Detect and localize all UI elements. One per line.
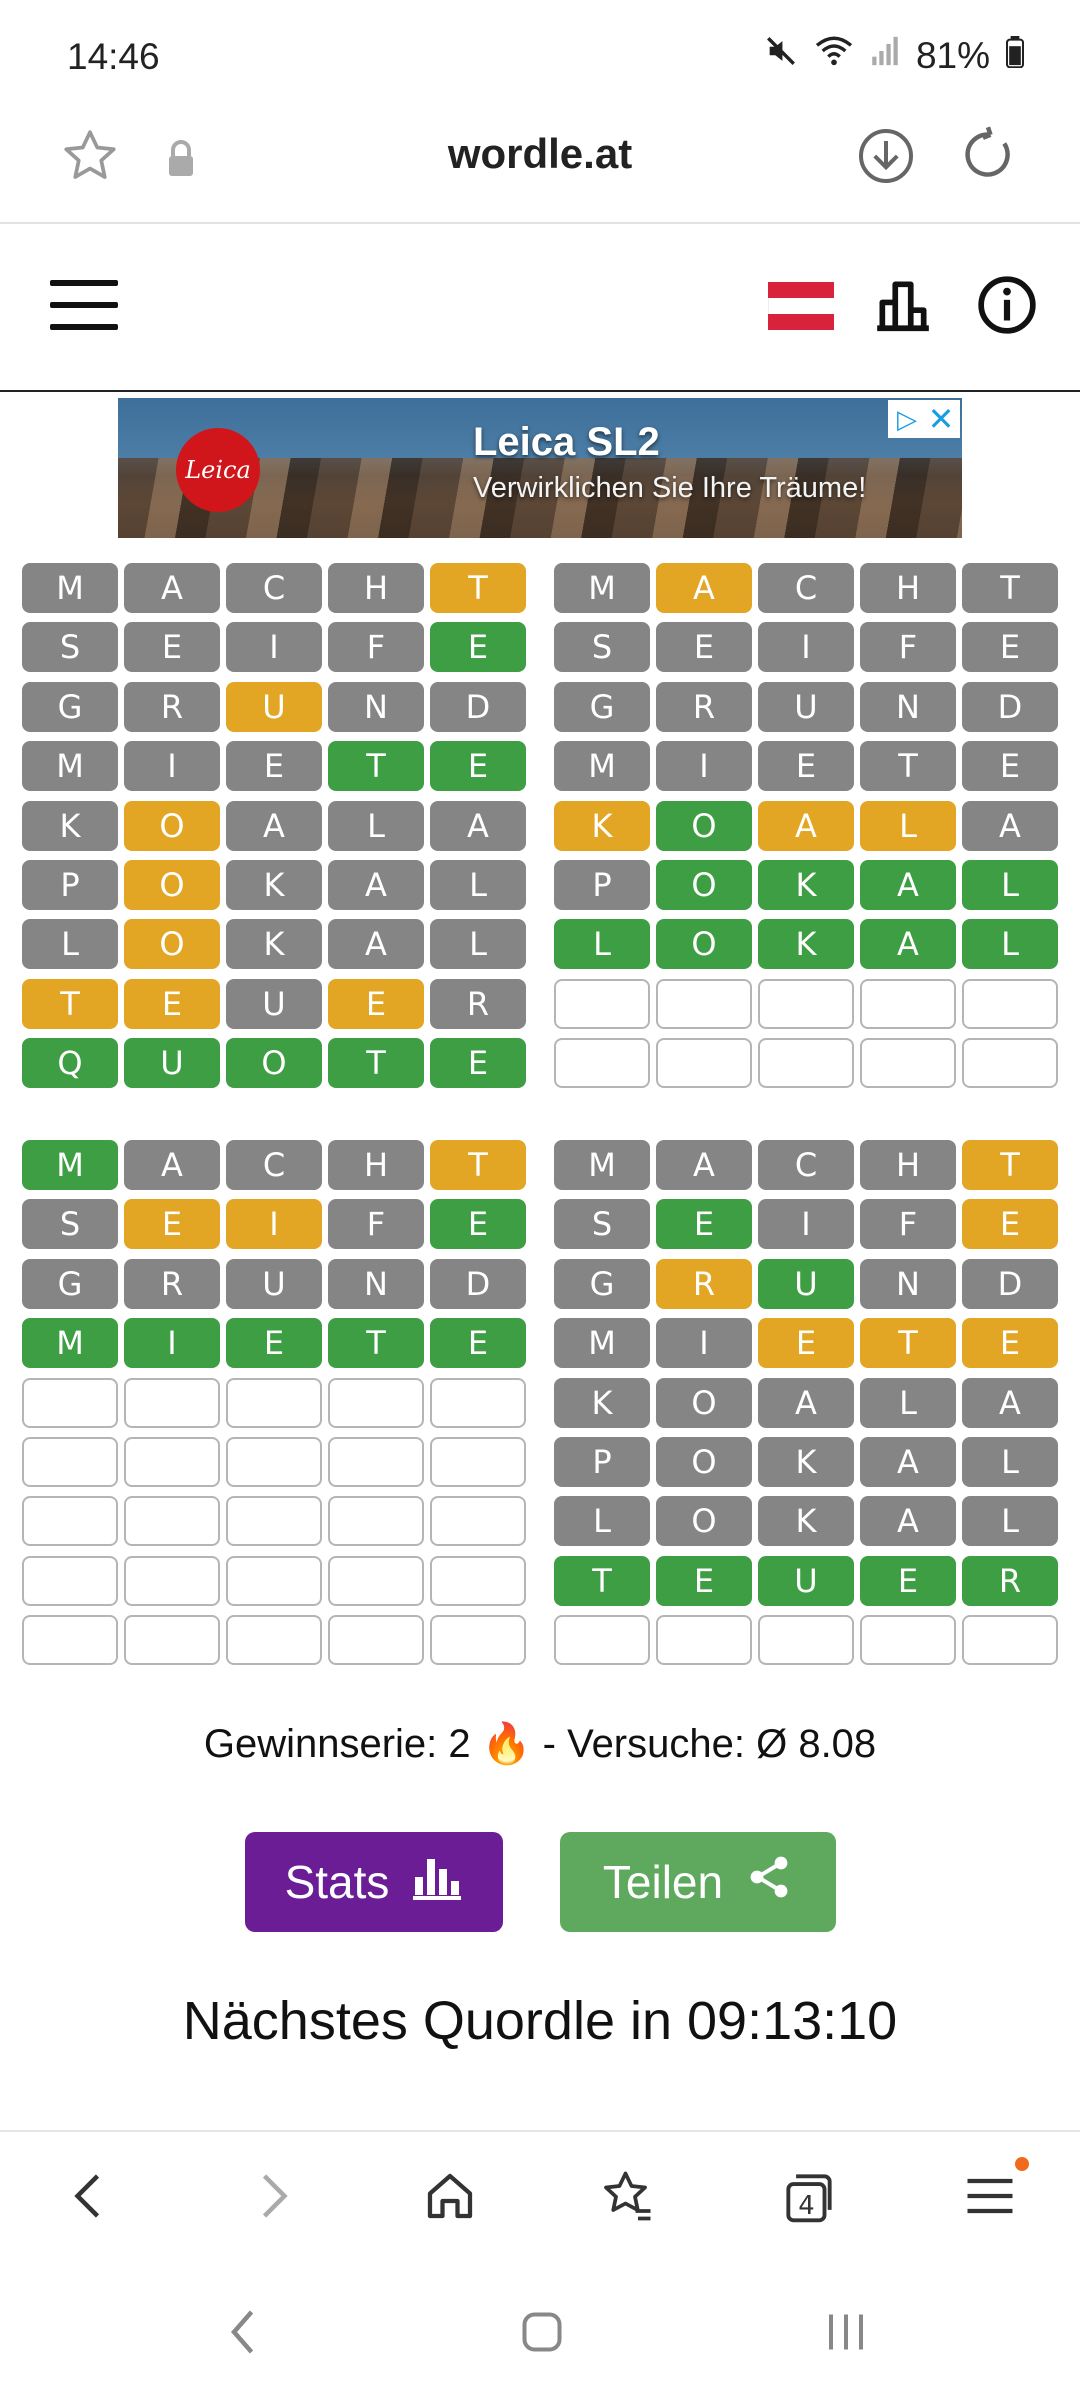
letter-tile: N xyxy=(328,682,424,732)
letter-tile: M xyxy=(554,1140,650,1190)
letter-tile: E xyxy=(430,1318,526,1368)
quordle-board-3 xyxy=(22,1140,530,1675)
share-button[interactable] xyxy=(560,1832,836,1932)
letter-tile xyxy=(860,979,956,1029)
guess-row xyxy=(22,563,530,613)
letter-tile: E xyxy=(226,1318,322,1368)
letter-tile: O xyxy=(656,860,752,910)
letter-tile xyxy=(554,979,650,1029)
letter-tile: N xyxy=(328,1259,424,1309)
letter-tile: O xyxy=(656,1496,752,1546)
letter-tile: L xyxy=(962,860,1058,910)
guess-row xyxy=(22,801,530,851)
letter-tile: R xyxy=(124,682,220,732)
letter-tile: C xyxy=(758,1140,854,1190)
system-nav-bar xyxy=(0,2266,1080,2400)
letter-tile: T xyxy=(430,563,526,613)
stats-button-label: Stats xyxy=(284,1856,390,1908)
svg-text:4: 4 xyxy=(798,2190,815,2221)
guess-row xyxy=(554,979,1062,1029)
guess-row xyxy=(22,682,530,732)
letter-tile: C xyxy=(226,563,322,613)
quordle-board-2 xyxy=(554,563,1062,1098)
letter-tile: A xyxy=(758,1378,854,1428)
ad-close-icon[interactable]: ✕ xyxy=(922,400,960,438)
letter-tile: T xyxy=(554,1556,650,1606)
letter-tile: A xyxy=(124,1140,220,1190)
letter-tile xyxy=(962,979,1058,1029)
letter-tile: I xyxy=(656,1318,752,1368)
letter-tile: K xyxy=(226,919,322,969)
letter-tile: T xyxy=(430,1140,526,1190)
letter-tile: O xyxy=(656,919,752,969)
letter-tile: H xyxy=(328,563,424,613)
letter-tile: T xyxy=(328,1038,424,1088)
letter-tile xyxy=(430,1437,526,1487)
letter-tile: D xyxy=(962,1259,1058,1309)
letter-tile: A xyxy=(656,563,752,613)
guess-row xyxy=(554,1378,1062,1428)
letter-tile: S xyxy=(22,622,118,672)
guess-row xyxy=(554,1038,1062,1088)
letter-tile: R xyxy=(656,1259,752,1309)
letter-tile: T xyxy=(22,979,118,1029)
letter-tile xyxy=(124,1437,220,1487)
letter-tile xyxy=(860,1038,956,1088)
letter-tile: F xyxy=(328,622,424,672)
letter-tile: E xyxy=(962,741,1058,791)
letter-tile xyxy=(430,1615,526,1665)
letter-tile xyxy=(758,979,854,1029)
battery-level: 81% xyxy=(915,34,990,76)
letter-tile: M xyxy=(22,741,118,791)
letter-tile: U xyxy=(758,1556,854,1606)
letter-tile xyxy=(22,1496,118,1546)
letter-tile: O xyxy=(656,801,752,851)
browser-bottom-nav xyxy=(0,2130,1080,2268)
letter-tile: E xyxy=(430,1199,526,1249)
letter-tile: C xyxy=(226,1140,322,1190)
letter-tile: P xyxy=(554,1437,650,1487)
letter-tile xyxy=(554,1615,650,1665)
letter-tile: E xyxy=(124,622,220,672)
guess-row xyxy=(22,1318,530,1368)
letter-tile: A xyxy=(656,1140,752,1190)
status-icons xyxy=(764,34,1024,77)
letter-tile: C xyxy=(758,563,854,613)
guess-row xyxy=(22,919,530,969)
letter-tile: H xyxy=(860,1140,956,1190)
letter-tile: I xyxy=(124,1318,220,1368)
streak-summary: Gewinnserie: 2 🔥 - Versuche: Ø 8.08 xyxy=(203,1722,877,1766)
status-time: 14:46 xyxy=(67,36,160,77)
letter-tile xyxy=(430,1496,526,1546)
letter-tile: A xyxy=(328,919,424,969)
guess-row xyxy=(554,1556,1062,1606)
letter-tile xyxy=(430,1378,526,1428)
guess-row xyxy=(22,1038,530,1088)
letter-tile: I xyxy=(124,741,220,791)
letter-tile xyxy=(656,979,752,1029)
quordle-board-1 xyxy=(22,563,530,1098)
letter-tile: E xyxy=(962,1318,1058,1368)
letter-tile xyxy=(656,1038,752,1088)
letter-tile: A xyxy=(758,801,854,851)
letter-tile: K xyxy=(554,801,650,851)
signal-icon xyxy=(870,34,900,77)
letter-tile: U xyxy=(226,682,322,732)
share-button-label: Teilen xyxy=(602,1856,724,1908)
letter-tile: K xyxy=(758,860,854,910)
letter-tile: G xyxy=(554,682,650,732)
letter-tile: M xyxy=(554,563,650,613)
guess-row xyxy=(22,1140,530,1190)
letter-tile: E xyxy=(758,741,854,791)
letter-tile: L xyxy=(430,919,526,969)
letter-tile: A xyxy=(860,1437,956,1487)
guess-row xyxy=(22,1259,530,1309)
tabs-icon[interactable] xyxy=(778,2166,840,2233)
letter-tile: F xyxy=(328,1199,424,1249)
letter-tile: K xyxy=(758,1437,854,1487)
bar-chart-icon xyxy=(411,1853,463,1912)
guess-row xyxy=(22,979,530,1029)
letter-tile: E xyxy=(860,1556,956,1606)
guess-row xyxy=(22,1199,530,1249)
letter-tile: L xyxy=(328,801,424,851)
leica-logo: Leica xyxy=(176,428,260,512)
letter-tile: K xyxy=(758,1496,854,1546)
letter-tile: E xyxy=(962,1199,1058,1249)
letter-tile: A xyxy=(860,860,956,910)
letter-tile: E xyxy=(758,1318,854,1368)
letter-tile: O xyxy=(226,1038,322,1088)
letter-tile xyxy=(22,1556,118,1606)
letter-tile xyxy=(226,1556,322,1606)
letter-tile: T xyxy=(328,1318,424,1368)
letter-tile: E xyxy=(430,741,526,791)
letter-tile: R xyxy=(656,682,752,732)
letter-tile: H xyxy=(860,563,956,613)
letter-tile: L xyxy=(962,1496,1058,1546)
letter-tile xyxy=(962,1038,1058,1088)
system-back-icon[interactable] xyxy=(220,2302,268,2367)
letter-tile: G xyxy=(22,682,118,732)
letter-tile: O xyxy=(124,801,220,851)
letter-tile: N xyxy=(860,682,956,732)
forward-icon[interactable] xyxy=(242,2166,302,2231)
url-text[interactable]: wordle.at xyxy=(447,130,633,177)
letter-tile: Q xyxy=(22,1038,118,1088)
letter-tile: R xyxy=(430,979,526,1029)
guess-row xyxy=(554,622,1062,672)
guess-row xyxy=(554,1318,1062,1368)
letter-tile xyxy=(22,1615,118,1665)
letter-tile: U xyxy=(226,1259,322,1309)
letter-tile xyxy=(860,1615,956,1665)
letter-tile: U xyxy=(124,1038,220,1088)
info-icon[interactable] xyxy=(976,274,1038,341)
letter-tile: F xyxy=(860,622,956,672)
letter-tile xyxy=(22,1437,118,1487)
guess-row xyxy=(22,1496,530,1546)
guess-row xyxy=(554,1496,1062,1546)
battery-icon xyxy=(1006,35,1024,77)
letter-tile: M xyxy=(554,741,650,791)
letter-tile: M xyxy=(554,1318,650,1368)
letter-tile xyxy=(226,1496,322,1546)
letter-tile: L xyxy=(22,919,118,969)
next-game-countdown: Nächstes Quordle in 09:13:10 xyxy=(182,1991,898,2051)
ad-banner[interactable] xyxy=(118,398,962,538)
letter-tile: U xyxy=(758,1259,854,1309)
letter-tile: L xyxy=(860,801,956,851)
letter-tile: L xyxy=(860,1378,956,1428)
guess-row xyxy=(554,563,1062,613)
letter-tile: O xyxy=(124,919,220,969)
letter-tile: A xyxy=(328,860,424,910)
letter-tile: P xyxy=(554,860,650,910)
guess-row xyxy=(22,1378,530,1428)
letter-tile: E xyxy=(124,1199,220,1249)
letter-tile xyxy=(226,1615,322,1665)
guess-row xyxy=(554,682,1062,732)
letter-tile: A xyxy=(962,801,1058,851)
letter-tile xyxy=(962,1615,1058,1665)
letter-tile: E xyxy=(226,741,322,791)
letter-tile: E xyxy=(328,979,424,1029)
letter-tile: T xyxy=(860,741,956,791)
download-icon[interactable] xyxy=(856,126,916,191)
ad-subtitle: Verwirklichen Sie Ihre Träume! xyxy=(473,472,867,504)
letter-tile: P xyxy=(22,860,118,910)
letter-tile: K xyxy=(226,860,322,910)
guess-row xyxy=(22,622,530,672)
letter-tile: O xyxy=(124,860,220,910)
letter-tile: L xyxy=(554,1496,650,1546)
letter-tile: E xyxy=(656,1199,752,1249)
guess-row xyxy=(554,1140,1062,1190)
letter-tile: S xyxy=(554,622,650,672)
system-home-icon[interactable] xyxy=(512,2302,572,2367)
guess-row xyxy=(22,1615,530,1665)
wifi-icon xyxy=(814,34,854,77)
menu-icon[interactable] xyxy=(50,280,118,330)
letter-tile: D xyxy=(430,1259,526,1309)
guess-row xyxy=(22,1556,530,1606)
guess-row xyxy=(554,741,1062,791)
letter-tile xyxy=(328,1437,424,1487)
guess-row xyxy=(554,801,1062,851)
stats-button[interactable] xyxy=(245,1832,503,1932)
letter-tile xyxy=(328,1378,424,1428)
letter-tile: O xyxy=(656,1437,752,1487)
guess-row xyxy=(554,1259,1062,1309)
status-bar xyxy=(0,0,1080,118)
letter-tile: R xyxy=(962,1556,1058,1606)
guess-row xyxy=(554,1437,1062,1487)
letter-tile: K xyxy=(758,919,854,969)
letter-tile: U xyxy=(758,682,854,732)
letter-tile xyxy=(124,1615,220,1665)
letter-tile: E xyxy=(430,622,526,672)
guess-row xyxy=(22,741,530,791)
letter-tile: A xyxy=(124,563,220,613)
letter-tile xyxy=(758,1038,854,1088)
letter-tile: L xyxy=(430,860,526,910)
letter-tile: E xyxy=(656,1556,752,1606)
letter-tile: L xyxy=(962,919,1058,969)
letter-tile: I xyxy=(226,622,322,672)
letter-tile: I xyxy=(758,1199,854,1249)
letter-tile: A xyxy=(226,801,322,851)
letter-tile: T xyxy=(962,563,1058,613)
letter-tile xyxy=(554,1038,650,1088)
letter-tile: E xyxy=(430,1038,526,1088)
letter-tile xyxy=(328,1556,424,1606)
letter-tile xyxy=(430,1556,526,1606)
leaderboard-icon[interactable] xyxy=(872,274,934,341)
reload-icon[interactable] xyxy=(958,126,1018,191)
letter-tile: L xyxy=(962,1437,1058,1487)
letter-tile: S xyxy=(22,1199,118,1249)
bookmarks-icon[interactable] xyxy=(598,2166,658,2231)
letter-tile xyxy=(124,1378,220,1428)
share-icon xyxy=(745,1852,793,1913)
letter-tile: K xyxy=(554,1378,650,1428)
notification-dot xyxy=(1015,2157,1029,2171)
letter-tile: D xyxy=(430,682,526,732)
letter-tile: N xyxy=(860,1259,956,1309)
letter-tile: M xyxy=(22,1140,118,1190)
letter-tile: E xyxy=(962,622,1058,672)
letter-tile: M xyxy=(22,563,118,613)
letter-tile xyxy=(226,1378,322,1428)
letter-tile: R xyxy=(124,1259,220,1309)
letter-tile: G xyxy=(554,1259,650,1309)
guess-row xyxy=(554,1615,1062,1665)
guess-row xyxy=(554,919,1062,969)
ad-title: Leica SL2 xyxy=(473,420,660,464)
letter-tile: A xyxy=(962,1378,1058,1428)
letter-tile xyxy=(124,1556,220,1606)
quordle-board-4 xyxy=(554,1140,1062,1675)
letter-tile xyxy=(22,1378,118,1428)
letter-tile: T xyxy=(860,1318,956,1368)
letter-tile xyxy=(226,1437,322,1487)
austria-flag-icon[interactable] xyxy=(768,282,834,330)
mute-icon xyxy=(764,34,798,77)
letter-tile: I xyxy=(226,1199,322,1249)
letter-tile xyxy=(124,1496,220,1546)
guess-row xyxy=(554,1199,1062,1249)
guess-row xyxy=(22,1437,530,1487)
guess-row xyxy=(554,860,1062,910)
letter-tile: I xyxy=(758,622,854,672)
letter-tile: T xyxy=(328,741,424,791)
letter-tile: L xyxy=(554,919,650,969)
letter-tile: F xyxy=(860,1199,956,1249)
letter-tile xyxy=(758,1615,854,1665)
letter-tile: D xyxy=(962,682,1058,732)
back-icon[interactable] xyxy=(60,2166,120,2231)
letter-tile: U xyxy=(226,979,322,1029)
ad-choices-icon[interactable]: ▷ xyxy=(888,400,926,438)
letter-tile: O xyxy=(656,1378,752,1428)
letter-tile: E xyxy=(656,622,752,672)
letter-tile xyxy=(328,1496,424,1546)
letter-tile: K xyxy=(22,801,118,851)
browser-menu-icon[interactable] xyxy=(960,2166,1020,2231)
site-header xyxy=(0,224,1080,392)
letter-tile: A xyxy=(860,919,956,969)
browser-url-bar xyxy=(0,118,1080,224)
letter-tile: A xyxy=(430,801,526,851)
letter-tile: A xyxy=(860,1496,956,1546)
letter-tile: M xyxy=(22,1318,118,1368)
letter-tile: S xyxy=(554,1199,650,1249)
letter-tile xyxy=(656,1615,752,1665)
letter-tile: I xyxy=(656,741,752,791)
system-recents-icon[interactable] xyxy=(816,2302,876,2367)
letter-tile: E xyxy=(124,979,220,1029)
letter-tile: T xyxy=(962,1140,1058,1190)
letter-tile: H xyxy=(328,1140,424,1190)
letter-tile xyxy=(328,1615,424,1665)
guess-row xyxy=(22,860,530,910)
letter-tile: G xyxy=(22,1259,118,1309)
home-icon[interactable] xyxy=(420,2166,480,2231)
